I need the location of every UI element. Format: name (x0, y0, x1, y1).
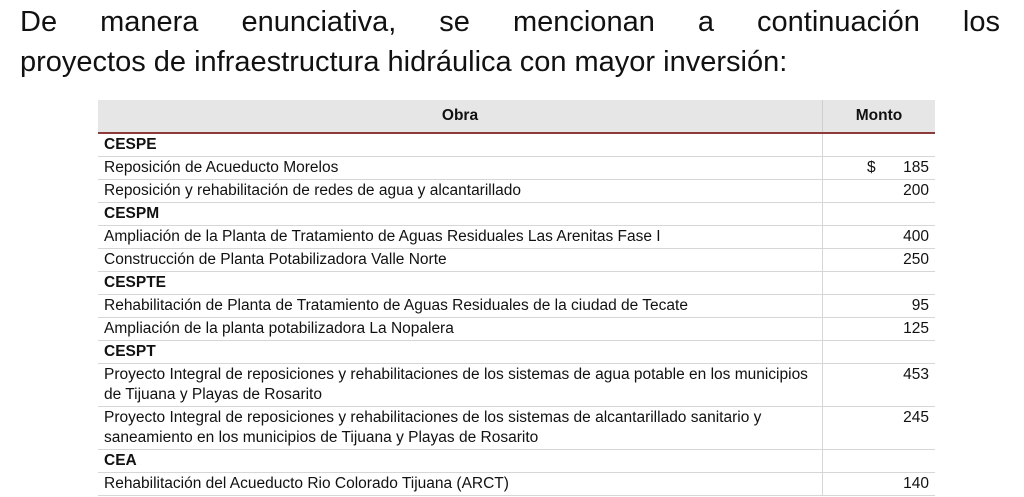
table-row (98, 157, 935, 180)
monto-cell: 125 (823, 318, 936, 341)
header-row (98, 100, 935, 133)
group-amount-empty (823, 133, 936, 157)
obra-cell: Rehabilitación del Acueducto Rio Colorado Tijuana (ARCT) (98, 473, 823, 496)
monto-cell: 250 (823, 249, 936, 272)
obra-cell: Reposición de Acueducto Morelos (98, 157, 823, 180)
group-amount-empty (823, 450, 936, 473)
group-name: CEA (98, 450, 823, 473)
obra-cell: Rehabilitación de Planta de Tratamiento de Aguas Residuales de la ciudad de Tecate (98, 295, 823, 318)
investment-table-container (98, 100, 935, 496)
table-row (98, 318, 935, 341)
obra-cell: Construcción de Planta Potabilizadora Valle Norte (98, 249, 823, 272)
header-monto: Monto (823, 100, 936, 133)
group-row (98, 272, 935, 295)
monto-value: 185 (903, 159, 929, 176)
table-row (98, 364, 935, 407)
obra-cell: Ampliación de la Planta de Tratamiento de Aguas Residuales Las Arenitas Fase I (98, 226, 823, 249)
monto-cell: 245 (823, 407, 936, 450)
monto-cell: 200 (823, 180, 936, 203)
table-row (98, 180, 935, 203)
intro-line-1: De manera enunciativa, se mencionan a continuación los (20, 6, 1000, 38)
currency-symbol: $ (867, 159, 876, 176)
intro-line-2: proyectos de infraestructura hidráulica con mayor inversión: (20, 46, 788, 78)
table-row (98, 473, 935, 496)
group-name: CESPT (98, 341, 823, 364)
group-name: CESPE (98, 133, 823, 157)
table-row (98, 407, 935, 450)
obra-cell: Ampliación de la planta potabilizadora La Nopalera (98, 318, 823, 341)
monto-cell: 95 (823, 295, 936, 318)
group-amount-empty (823, 272, 936, 295)
table-header (98, 100, 935, 133)
monto-cell: 400 (823, 226, 936, 249)
investment-table (98, 100, 935, 496)
group-name: CESPTE (98, 272, 823, 295)
group-row (98, 203, 935, 226)
table-row (98, 295, 935, 318)
intro-paragraph (20, 2, 1000, 82)
group-amount-empty (823, 203, 936, 226)
group-row (98, 450, 935, 473)
table-body (98, 133, 935, 496)
group-row (98, 341, 935, 364)
group-amount-empty (823, 341, 936, 364)
obra-cell: Proyecto Integral de reposiciones y rehabilitaciones de los sistemas de agua potable en los municipios de Tijuana y Playas de Rosarito (98, 364, 823, 407)
table-row (98, 226, 935, 249)
obra-cell: Reposición y rehabilitación de redes de agua y alcantarillado (98, 180, 823, 203)
group-row (98, 133, 935, 157)
obra-cell: Proyecto Integral de reposiciones y rehabilitaciones de los sistemas de alcantarillado sanitario y saneamiento en los municipios de Tijuana y Playas de Rosarito (98, 407, 823, 450)
monto-cell: 453 (823, 364, 936, 407)
group-name: CESPM (98, 203, 823, 226)
table-row (98, 249, 935, 272)
monto-cell (823, 157, 936, 180)
header-obra: Obra (98, 100, 823, 133)
monto-cell: 140 (823, 473, 936, 496)
